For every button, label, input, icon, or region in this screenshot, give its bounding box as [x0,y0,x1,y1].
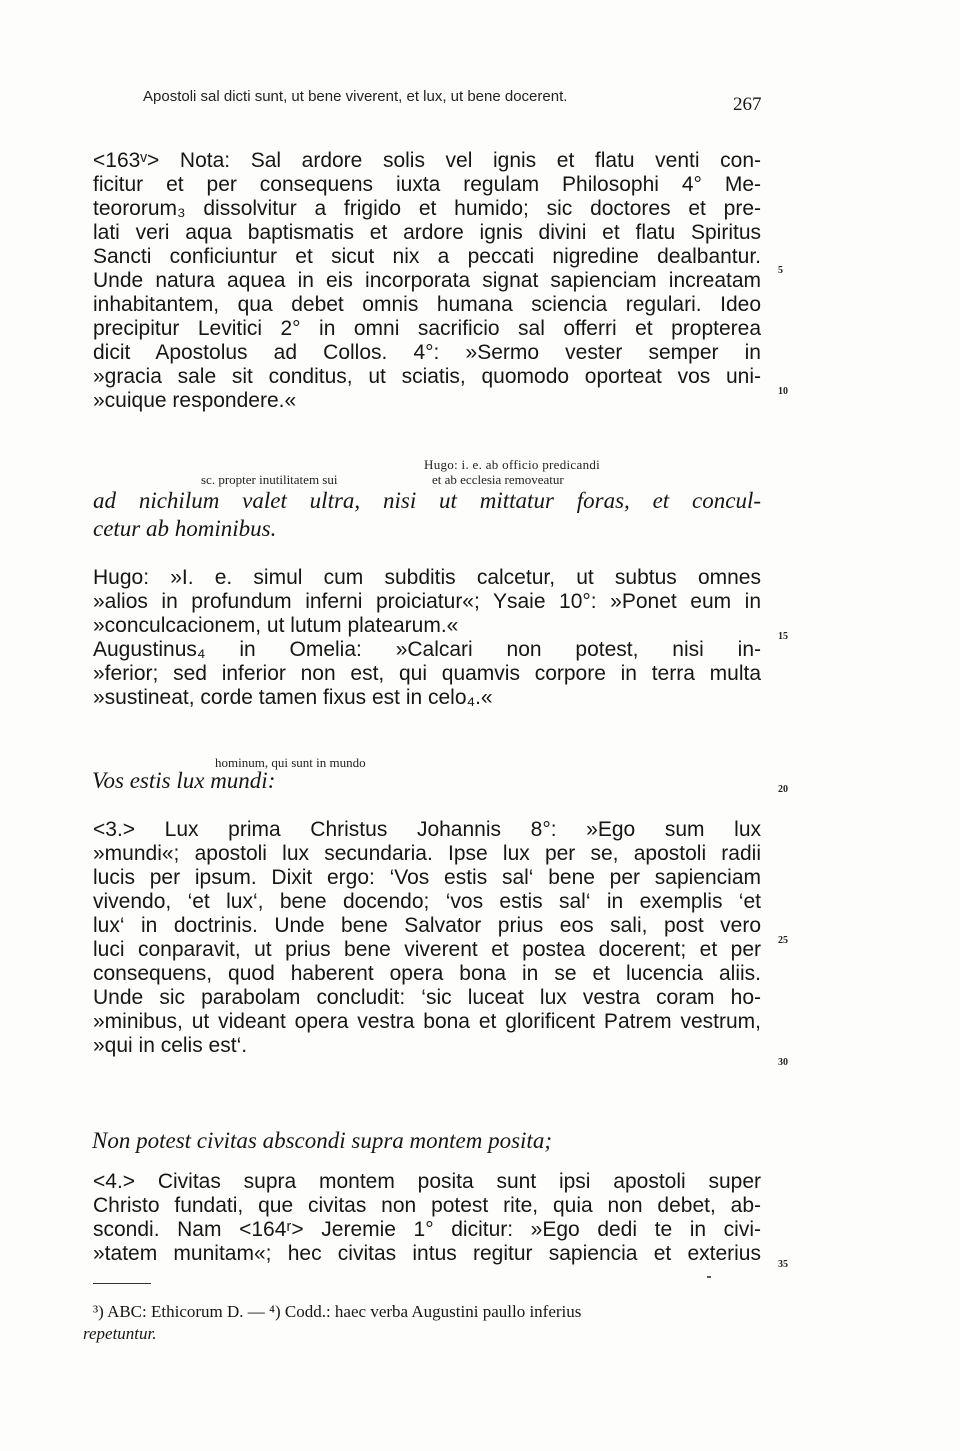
text-line: »ferior; sed inferior non est, qui quamvis corpore in terra multa [93,662,761,685]
text-line: lucis per ipsum. Dixit ergo: ‘Vos estis sal‘ bene per sapienciam [93,866,761,889]
lemma-vos-estis: Vos estis lux mundi: [92,768,276,793]
line-number-10: 10 [778,386,788,397]
running-title: Apostoli sal dicti sunt, ut bene viverent, et lux, ut bene docerent. [143,88,568,105]
text-line: »gracia sale sit conditus, ut sciatis, quomodo oporteat vos uni- [93,365,761,388]
footnotes [83,1301,763,1345]
line-number-5: 5 [778,265,783,276]
text-line: »minibus, ut videant opera vestra bona et glorificent Patrem vestrum, [93,1010,761,1033]
page-number: 267 [733,94,762,115]
lemma-line-1: ad nichilum valet ultra, nisi ut mittatur foras, et concul- [93,488,761,513]
text-line: »cuique respondere.« [93,389,297,412]
text-line: Hugo: »I. e. simul cum subditis calcetur, ut subtus omnes [93,566,761,589]
text-line: vivendo, ‘et lux‘, bene docendo; ‘vos estis sal‘ in exemplis ‘et [93,890,761,913]
paragraph-lux [93,818,761,1058]
line-number-15: 15 [778,631,788,642]
text-line: Augustinus₄ in Omelia: »Calcari non potest, nisi in- [93,638,761,661]
footnote-line: ³) ABC: Ethicorum D. — ⁴) Codd.: haec verba Augustini paullo inferius [93,1302,582,1321]
text-line: lati veri aqua baptismatis et ardore ignis divini et flatu Spiritus [93,221,761,244]
text-line: Unde natura aquea in eis incorporata signat sapienciam increatam [93,269,761,292]
text-line: lux‘ in doctrinis. Unde bene Salvator prius eos sali, post vero [93,914,761,937]
text-line: ficitur et per consequens iuxta regulam Philosophi 4° Me- [93,173,761,196]
text-line: Sancti conficiuntur et sicut nix a peccati nigredine dealbantur. [93,245,761,268]
text-line: »conculcacionem, ut lutum platearum.« [93,614,459,637]
text-line: »alios in profundum inferni proiciatur«; Ysaie 10°: »Ponet eum in [93,590,761,613]
interlinear-gloss-hugo: Hugo: i. e. ab officio predicandi [424,457,601,472]
text-line: <4.> Civitas supra montem posita sunt ipsi apostoli super [93,1170,761,1193]
text-line: Unde sic parabolam concludit: ‘sic luceat lux vestra coram ho- [93,986,761,1009]
text-line: dicit Apostolus ad Collos. 4°: »Sermo vester semper in [93,341,761,364]
text-line: »mundi«; apostoli lux secundaria. Ipse lux per se, apostoli radii [93,842,761,865]
text-line: inhabitantem, qua debet omnis humana sciencia regulari. Ideo [93,293,761,316]
text-line: <163ᵛ> Nota: Sal ardore solis vel ignis et flatu venti con- [93,149,761,172]
text-line: scondi. Nam <164ʳ> Jeremie 1° dicitur: »Ego dedi te in civi- [93,1218,761,1241]
interlinear-gloss-left: sc. propter inutilitatem sui [201,472,338,487]
text-line: consequens, quod haberent opera bona in se et lucencia aliis. [93,962,761,985]
text-line: Christo fundati, que civitas non potest rite, quia non debet, ab- [93,1194,761,1217]
lemma-line-2: cetur ab hominibus. [93,516,277,541]
line-number-20: 20 [778,784,788,795]
paragraph-civitas [93,1170,761,1266]
lemma-non-potest: Non potest civitas abscondi supra montem posita; [92,1128,552,1153]
text-line: »qui in celis est‘. [93,1034,248,1057]
interlinear-gloss-right: et ab ecclesia removeatur [432,472,564,487]
text-line: luci conparavit, ut prius bene viverent et postea docerent; et per [93,938,761,961]
line-number-30: 30 [778,1057,788,1068]
paragraph-nota [93,149,761,413]
footnote-rule [93,1283,151,1284]
footnote-line: repetuntur. [83,1324,157,1343]
print-speck [707,1276,711,1278]
text-line: teororum₃ dissolvitur a frigido et humido; sic doctores et pre- [93,197,761,220]
interlinear-gloss-hominum: hominum, qui sunt in mundo [215,755,366,770]
paragraph-hugo-augustinus [93,566,761,710]
line-number-25: 25 [778,935,788,946]
text-line: »tatem munitam«; hec civitas intus regitur sapiencia et exterius [93,1242,761,1265]
text-line: <3.> Lux prima Christus Johannis 8°: »Ego sum lux [93,818,761,841]
text-line: »sustineat, corde tamen fixus est in celo₄.« [93,686,493,709]
line-number-35: 35 [778,1259,788,1270]
text-line: precipitur Levitici 2° in omni sacrificio sal offerri et propterea [93,317,761,340]
